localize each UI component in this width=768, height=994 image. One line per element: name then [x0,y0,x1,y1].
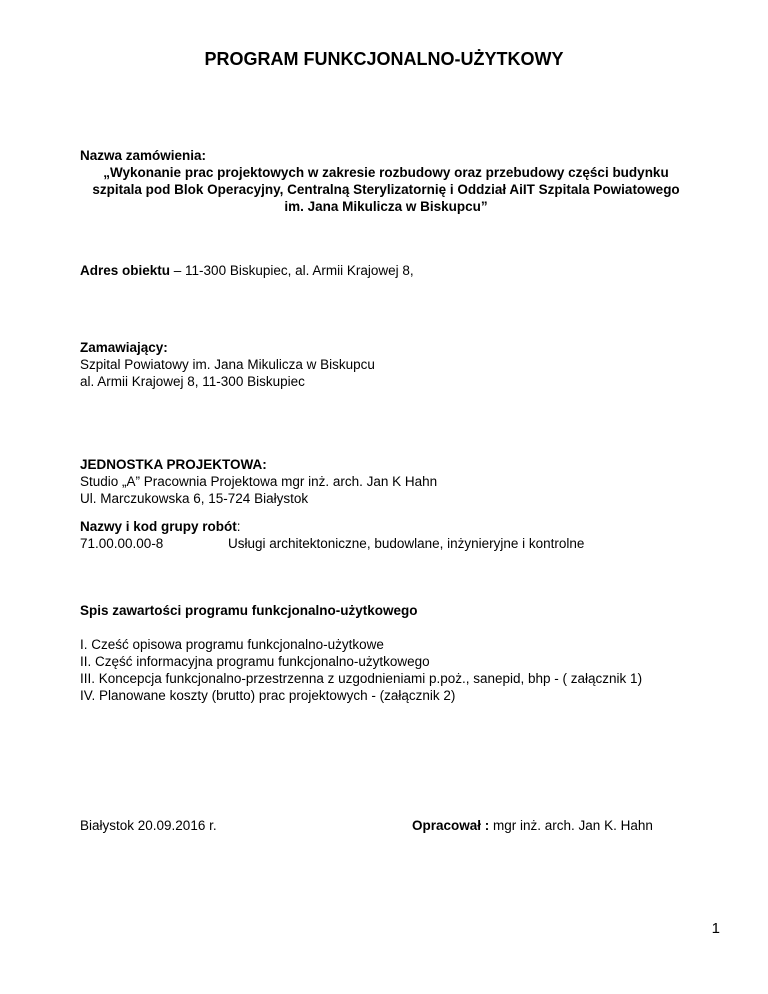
order-title-line: im. Jana Mikulicza w Biskupcu” [284,199,488,214]
order-title-line: szpitala pod Blok Operacyjny, Centralną Sterylizatornię i Oddział AiIT Szpitala Powiatowego [92,182,680,197]
client-section [80,339,720,390]
contents-item: IV. Planowane koszty (brutto) prac projektowych - (załącznik 2) [80,688,456,703]
work-group-description: Usługi architektoniczne, budowlane, inżynieryjne i kontrolne [228,536,585,551]
prepared-by [412,817,653,834]
contents-spacer [80,619,720,636]
design-unit-line: Ul. Marczukowska 6, 15-724 Białystok [80,491,309,506]
client-line: Szpital Powiatowy im. Jana Mikulicza w Biskupcu [80,357,375,372]
page-title: PROGRAM FUNKCJONALNO-UŻYTKOWY [204,49,564,69]
address-label: Adres obiektu [80,263,171,278]
page-number: 1 [711,920,720,937]
place-date: Białystok 20.09.2016 r. [80,818,217,833]
client-label: Zamawiający: [80,340,168,355]
order-label: Nazwa zamówienia: [80,148,207,163]
work-group-label: Nazwy i kod grupy robót [80,519,237,534]
contents-section [80,602,720,704]
work-group-code: 71.00.00.00-8 [80,536,164,551]
work-group-colon: : [236,519,241,534]
order-section [80,147,692,215]
prepared-label: Opracował : [412,818,490,833]
address-value: – 11-300 Biskupiec, al. Armii Krajowej 8, [170,263,414,278]
address-section [80,262,720,279]
contents-item: I. Cześć opisowa programu funkcjonalno-użytkowe [80,637,384,652]
order-title-line: „Wykonanie prac projektowych w zakresie rozbudowy oraz przebudowy części budynku [103,165,669,180]
design-unit-label: JEDNOSTKA PROJEKTOWA: [80,457,267,472]
design-unit-section [80,456,720,507]
contents-label: Spis zawartości programu funkcjonalno-użytkowego [80,603,418,618]
client-line: al. Armii Krajowej 8, 11-300 Biskupiec [80,374,305,389]
work-group-heading [80,518,720,535]
work-group-row [80,535,720,552]
contents-item: III. Koncepcja funkcjonalno-przestrzenna z uzgodnieniami p.poż., sanepid, bhp - ( załącznik 1) [80,671,643,686]
design-unit-line: Studio „A” Pracownia Projektowa mgr inż. arch. Jan K Hahn [80,474,438,489]
contents-item: II. Część informacyjna programu funkcjonalno-użytkowego [80,654,430,669]
work-group-section [80,518,720,552]
prepared-name: mgr inż. arch. Jan K. Hahn [489,818,653,833]
